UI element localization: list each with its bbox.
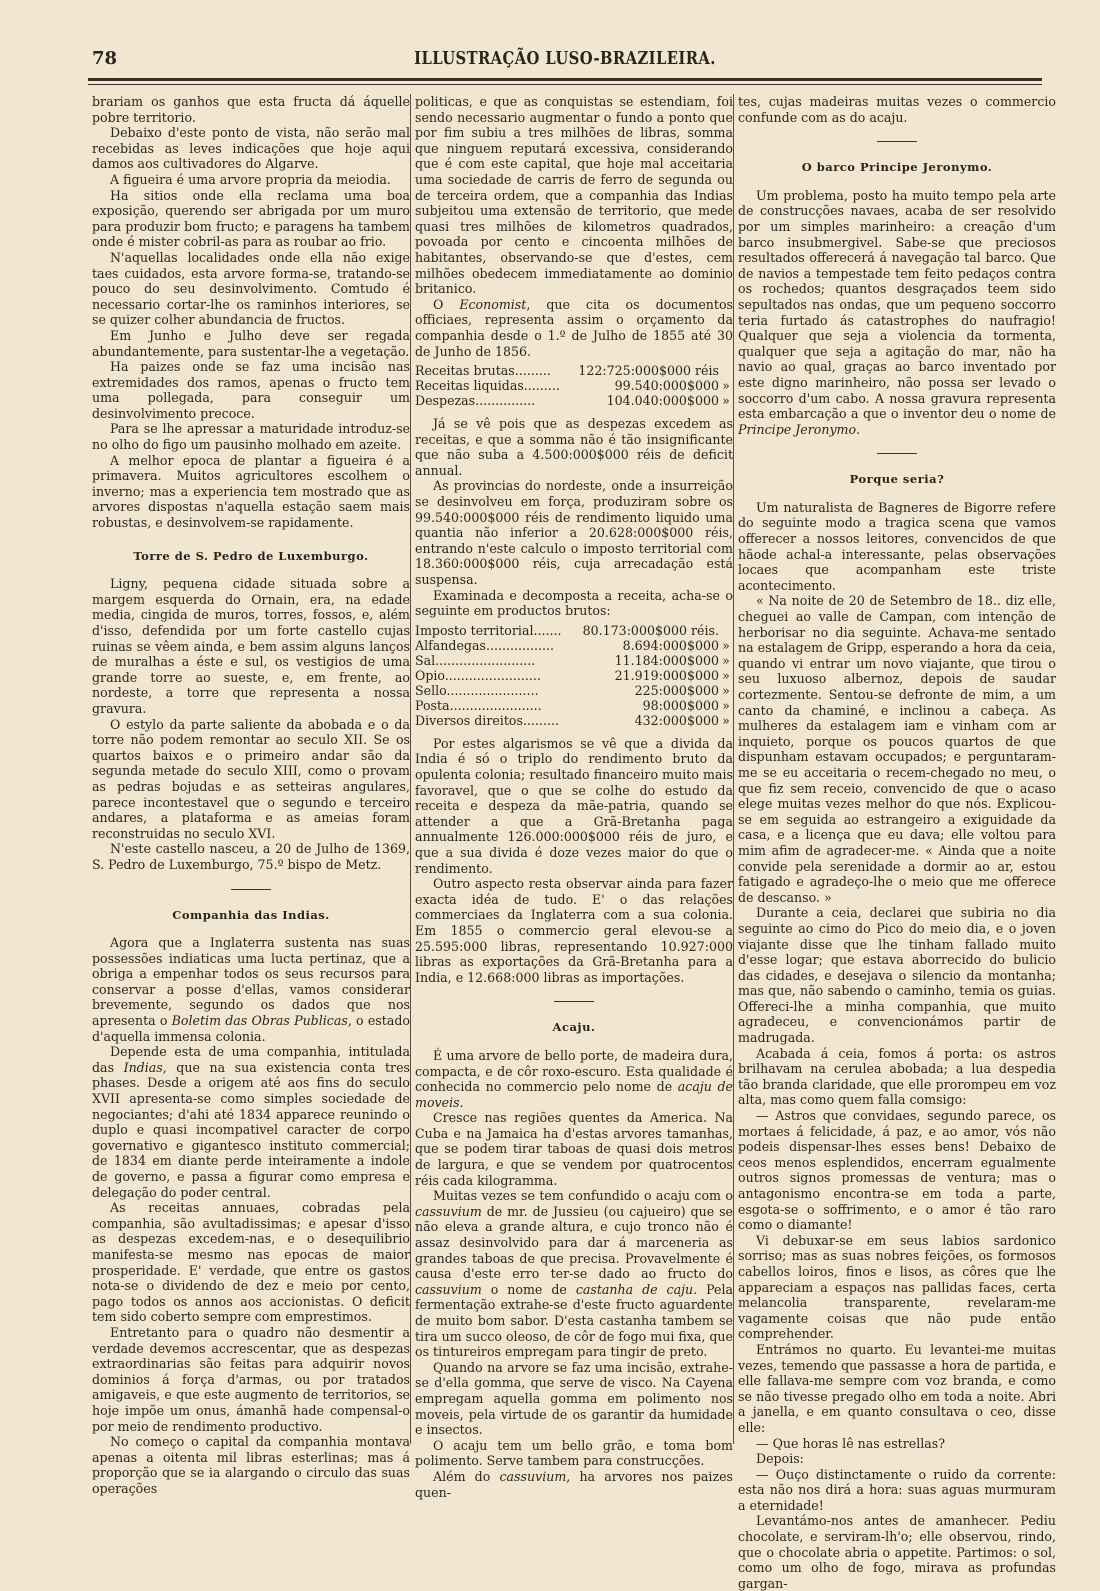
paragraph: Agora que a Inglaterra sustenta nas suas possessões indiaticas uma lucta pertinaz, que a obriga a empenhar todos os seus recursos para conservar a posse d'ellas, vamos considerar brevemente, segundo os dados que nos apresenta o Boletim das Obras Publicas, o estado d'aquella immensa colonia. bbox=[92, 935, 410, 1044]
paragraph: Além do cassuvium, ha arvores nos paizes quen- bbox=[415, 1468, 733, 1500]
paragraph: N'este castello nasceu, a 20 de Julho de 1369, S. Pedro de Luxemburgo, 75.º bispo de Metz. bbox=[92, 841, 410, 872]
paragraph: Muitas vezes se tem confundido o acaju com o cassuvium de mr. de Jussieu (ou cajueiro) que se não eleva a grande altura, e cujo tronco não é assaz desinvolvido para dar á marceneria as grandes taboas de que precisa. Provavelmente é causa d'este erro ter-se dado ao fructo do cassuvium o nome de castanha de caju. Pela fermentação extrahe-se d'este fructo aguardente de muito bom sabor. D'esta castanha tambem se tira um succo oleoso, de côr de fogo mui fixa, que os tintureiros empregam para tingir de preto. bbox=[415, 1188, 733, 1360]
paragraph: No começo o capital da companhia montava apenas a oitenta mil libras esterlinas; mas á proporção que se ia alargando o circulo das suas operações bbox=[92, 1434, 410, 1496]
column-3 bbox=[738, 94, 1056, 1591]
paragraph: Debaixo d'este ponto de vista, não serão mal recebidas as leves indicações que hoje aqui damos aos cultivadores do Algarve. bbox=[92, 125, 410, 172]
paragraph: Ligny, pequena cidade situada sobre a margem esquerda do Ornain, era, na edade media, cingida de muros, torres, fossos, e, além d'isso, defendida por um forte castello cujas ruinas se vêem ainda, e bem assim alguns lanços de muralhas a éste e sul, os vestigios de uma grande torre ao sueste, e, em frente, ao nordeste, a torre que representa a nossa gravura. bbox=[92, 576, 410, 716]
table-row: Receitas brutas......... 122:725:000$000 réis bbox=[415, 363, 719, 379]
paragraph: Durante a ceia, declarei que subiria no dia seguinte ao cimo do Pico do meio dia, e o joven viajante disse que lhe tinham fallado muito d'esse logar; que estava aborrecido do bulicio das cidades, e desejava o silencio da montanha; mas que, não sabendo o caminho, temia os guias. Offereci-lhe a minha companhia, que muito agradeceu, e convencionámos partir de madrugada. bbox=[738, 905, 1056, 1046]
paragraph: O acaju tem um bello grão, e toma bom polimento. Serve tambem para construcções. bbox=[415, 1437, 733, 1469]
paragraph: Depende esta de uma companhia, intitulada das Indias, que na sua existencia conta tres phases. Desde a origem até aos fins do seculo XVII apresenta-se como simples sociedade de negociantes; d'ahi até 1834 apparece reunindo o duplo e quasi incompativel caracter de corpo governativo e gigantesco instituto commercial; de 1834 em diante perde inteiramente a indole de governo, e passa a figurar como empresa e delegação do poder central. bbox=[92, 1044, 410, 1200]
paragraph: O estylo da parte saliente da abobada e o da torre não podem remontar ao seculo XII. Se os quartos baixos e o primeiro andar são da segunda metade do seculo XIII, como o provam as pedras bojudas e as setteiras angulares, parece incontestavel que o segundo e terceiro andares, a plataforma e as ameias foram reconstruidas no seculo XVI. bbox=[92, 716, 410, 841]
paragraph: Vi debuxar-se em seus labios sardonico sorriso; mas as suas nobres feições, os formosos cabellos loiros, finos e lisos, as côres que lhe appareciam a espaços nas pallidas faces, certa melancolia transparente, revelaram-me vagamente coisas que não pude então comprehender. bbox=[738, 1232, 1056, 1342]
paragraph: Examinada e decomposta a receita, acha-se o seguinte em productos brutos: bbox=[415, 587, 733, 619]
article-heading-companhia: Companhia das Indias. bbox=[172, 907, 330, 922]
article-heading-torre: Torre de S. Pedro de Luxemburgo. bbox=[133, 548, 369, 563]
article-heading-porque: Porque seria? bbox=[849, 472, 945, 487]
table-row: Sal......................... 11.184:000$000 » bbox=[415, 652, 730, 668]
paragraph: Ha paizes onde se faz uma incisão nas extremidades dos ramos, apenas o fructo tem uma pollegada, para conseguir um desinvolvimento precoce. bbox=[92, 359, 410, 421]
paragraph: Cresce nas regiões quentes da America. Na Cuba e na Jamaica ha d'estas arvores tamanhas, que se podem tirar taboas de quasi dois metros de largura, e que se vendem por quatrocentos réis cada kilogramma. bbox=[415, 1110, 733, 1188]
article-heading-acaju: Acaju. bbox=[552, 1020, 596, 1035]
table-row: Despezas............... 104.040:000$000 » bbox=[415, 393, 730, 409]
paragraph: Quando na arvore se faz uma incisão, extrahe-se d'ella gomma, que serve de visco. Na Cayena empregam aquella gomma em polimento nos moveis, pela virtude de os garantir da humidade e insectos. bbox=[415, 1359, 733, 1438]
paragraph: « Na noite de 20 de Setembro de 18.. diz elle, cheguei ao valle de Campan, com intenção de herborisar no dia seguinte. Achava-me sentado na estalagem de Gripp, esperando a hora da ceia, quando vi entrar um novo viajante, que tirou o seu luxuoso albernoz, depois de saudar cortezmente. Sentou-se defronte de mim, a um canto da chaminé, e inclinou a cabeça. As mulheres da estalagem iam e vinham com ar inquieto, porque os poucos quartos de que dispunham estavam occupados; e perguntaram-me se eu acceitaria o recem-chegado no meu, o que fiz sem receio, convencido de que o acaso elege muitas vezes melhor do que nós. Explicou-se em seguida ao estrangeiro a exiguidade da casa, e a licença que eu dava; elle voltou para mim afim de agradecer-me. « Ainda que a noite convide pela serenidade a dormir ao ar, estou fatigado e agradeço-lhe o meio que me offerece de descanso. » bbox=[738, 593, 1056, 905]
table-row: Opio........................ 21.919:000$000 » bbox=[415, 667, 730, 683]
table-row: Sello....................... 225:000$000 » bbox=[415, 682, 730, 698]
section-rule bbox=[877, 141, 917, 142]
column-2 bbox=[415, 94, 733, 1500]
budget-table bbox=[415, 363, 733, 408]
paragraph: Em Junho e Julho deve ser regada abundantemente, para sustentar-lhe a vegetação. bbox=[92, 327, 410, 359]
page-header bbox=[88, 40, 1042, 80]
paragraph: Entrámos no quarto. Eu levantei-me muitas vezes, temendo que passasse a hora de partida, e elle fallava-me sempre com voz branda, e como se não tivesse pregado olho em toda a noite. Abri a janella, e em quanto consultava o ceo, disse elle: bbox=[738, 1341, 1056, 1435]
paragraph: Levantámo-nos antes de amanhecer. Pediu chocolate, e serviram-lh'o; elle observou, rindo, que o chocolate abria o appetite. Partimos: o sol, como um olho de fogo, mirava as profundas gargan- bbox=[738, 1513, 1056, 1591]
paragraph: Ha sitios onde ella reclama uma boa exposição, querendo ser abrigada por um muro para produzir bom fructo; e paragens ha tambem onde é mister cobril-as para as roubar ao frio. bbox=[92, 187, 410, 250]
column-divider bbox=[410, 94, 411, 1444]
paragraph: Um naturalista de Bagneres de Bigorre refere do seguinte modo a tragica scena que vamos offerecer a nossos leitores, convencidos de que hãode achal-a interessante, pelas observações locaes que acompanham este triste acontecimento. bbox=[738, 499, 1056, 593]
table-row: Posta....................... 98:000$000 » bbox=[415, 697, 730, 713]
paragraph: — Que horas lê nas estrellas? bbox=[756, 1435, 945, 1451]
paragraph: Outro aspecto resta observar ainda para fazer exacta idéa de tudo. E' o das relações commerciaes da Inglaterra com a sua colonia. Em 1855 o commercio geral elevou-se a 25.595:000 libras, representando 10.927:000 libras as exportações da Grã-Bretanha para a India, e 12.668:000 libras as importações. bbox=[415, 876, 733, 985]
paragraph: Entretanto para o quadro não desmentir a verdade devemos accrescentar, que as despezas extraordinarias são feitas para adquirir novos dominios á força d'armas, ou por tratados amigaveis, e que este augmento de territorios, se hoje impõe um onus, ámanhã hade compensal-o por meio de rendimento productivo. bbox=[92, 1324, 410, 1434]
table-row: Imposto territorial....... 80.173:000$000 réis. bbox=[415, 622, 719, 638]
paragraph: Um problema, posto ha muito tempo pela arte de construcções navaes, acaba de ser resolvido por um simples marinheiro: a creação d'um barco insubmergivel. Sabe-se que preciosos resultados offerecerá á navegação tal barco. Que de navios a tempestade tem feito pedaços contra os rochedos; quantos desgraçados teem sido sepultados nas ondas, que um pequeno soccorro teria furtado ás catastrophes do naufragio! Qualquer que seja a violencia da tormenta, qualquer que seja a agitação do mar, não ha navio ao qual, graças ao barco inventado por este digno marinheiro, não possa ser levado o soccorro d'um cabo. A nossa gravura representa esta embarcação a que o inventor deu o nome de Principe Jeronymo. bbox=[738, 187, 1056, 437]
article-heading-barco: O barco Principe Jeronymo. bbox=[801, 160, 993, 175]
paragraph: brariam os ganhos que esta fructa dá áquelle pobre territorio. bbox=[92, 94, 410, 125]
paragraph: A figueira é uma arvore propria da meiodia. bbox=[110, 171, 391, 187]
header-rule-thin bbox=[88, 84, 1042, 85]
column-1 bbox=[92, 94, 410, 1496]
section-rule bbox=[554, 1001, 594, 1002]
paragraph: — Astros que convidaes, segundo parece, os mortaes á felicidade, á paz, e ao amor, vós não podeis dispensar-lhes esses bens! Debaixo de ceos menos esplendidos, encerram egualmente outros signos promessas de ventura; mas o antagonismo encontra-se em toda a parte, esgota-se o soffrimento, e o amor é tão raro como o diamante! bbox=[738, 1108, 1056, 1233]
paragraph: A melhor epoca de plantar a figueira é a primavera. Muitos agricultores escolhem o inverno; mas a experiencia tem mostrado que as arvores dispostas n'aquella estação saem mais robustas, e desinvolvem-se rapidamente. bbox=[92, 452, 410, 531]
table-row: Diversos direitos......... 432:000$000 » bbox=[415, 712, 730, 728]
paragraph: N'aquellas localidades onde ella não exige taes cuidados, esta arvore forma-se, tratando-se pouco do seu desinvolvimento. Comtudo é necessario cortar-lhe os raminhos interiores, se se quizer colher abundancia de fructos. bbox=[92, 249, 410, 328]
paragraph: As provincias do nordeste, onde a insurreição se desinvolveu em força, produziram sobre os 99.540:000$000 réis de rendimento liquido uma quantia não inferior a 20.628:000$000 réis, entrando n'este calculo o imposto territorial com 18.360:000$000 réis, cuja arrecadação está suspensa. bbox=[415, 478, 733, 588]
paragraph: tes, cujas madeiras muitas vezes o commercio confunde com as do acaju. bbox=[738, 94, 1056, 125]
paragraph: Já se vê pois que as despezas excedem as receitas, e que a somma não é tão insignificante que não suba a 4.500:000$000 réis de deficit annual. bbox=[415, 416, 733, 478]
table-row: Receitas liquidas......... 99.540:000$000 » bbox=[415, 378, 730, 394]
paragraph: Por estes algarismos se vê que a divida da India é só o triplo do rendimento bruto da opulenta colonia; resultado financeiro muito mais favoravel, que o que se colhe do estudo da receita e despeza da mãe-patria, quando se attender a que a Grã-Bretanha paga annualmente 126.000:000$000 réis de juro, e que a sua divida é doze vezes maior do que o rendimento. bbox=[415, 735, 733, 876]
page-number: 78 bbox=[92, 48, 118, 69]
paragraph: O Economist, que cita os documentos officiaes, representa assim o orçamento da companhia desde o 1.º de Julho de 1855 até 30 de Junho de 1856. bbox=[415, 296, 733, 359]
paragraph: É uma arvore de bello porte, de madeira dura, compacta, e de côr roxo-escuro. Esta qualidade é conhecida no commercio pelo nome de acaju de moveis. bbox=[415, 1047, 733, 1110]
section-rule bbox=[231, 889, 271, 890]
table-row: Alfandegas................. 8.694:000$000 » bbox=[415, 637, 730, 653]
paragraph: — Ouço distinctamente o ruido da corrente: esta não nos dirá a hora: suas aguas murmuram a eternidade! bbox=[738, 1466, 1056, 1513]
paragraph: As receitas annuaes, cobradas pela companhia, são avultadissimas; e apesar d'isso as despezas excedem-nas, e o desequilibrio manifesta-se mesmo nas epocas de maior prosperidade. E' verdade, que entre os gastos nota-se o dividendo de dez e meio por cento, pago todos os annos aos accionistas. O deficit tem sido coberto sempre com emprestimos. bbox=[92, 1200, 410, 1325]
paragraph: Para se lhe apressar a maturidade introduz-se no olho do figo um pausinho molhado em azeite. bbox=[92, 421, 410, 453]
products-table bbox=[415, 623, 733, 728]
column-divider bbox=[733, 94, 734, 1444]
header-rule-thick bbox=[88, 78, 1042, 81]
publication-title: ILLUSTRAÇÃO LUSO-BRAZILEIRA. bbox=[414, 48, 716, 69]
paragraph: politicas, e que as conquistas se estendiam, foi sendo necessario augmentar o fundo a ponto que por fim subiu a tres milhões de libras, somma que ninguem reputará excessiva, considerando que é com este capital, que hoje mal acceitaria uma sociedade de carris de ferro de segunda ou de terceira ordem, que a companhia das Indias subjeitou uma extensão de territorio, que mede quasi tres milhões de kilometros quadrados, povoada por cento e cincoenta milhões de habitantes, observando-se que d'estes, cem milhões obedecem immediatamente ao dominio britanico. bbox=[415, 94, 733, 297]
paragraph: Depois: bbox=[756, 1451, 804, 1467]
section-rule bbox=[877, 453, 917, 454]
paragraph: Acabada á ceia, fomos á porta: os astros brilhavam na cerulea abobada; a lua despedia tão branda claridade, que elle prorompeu em voz alta, mas como quem falla comsigo: bbox=[738, 1045, 1056, 1108]
